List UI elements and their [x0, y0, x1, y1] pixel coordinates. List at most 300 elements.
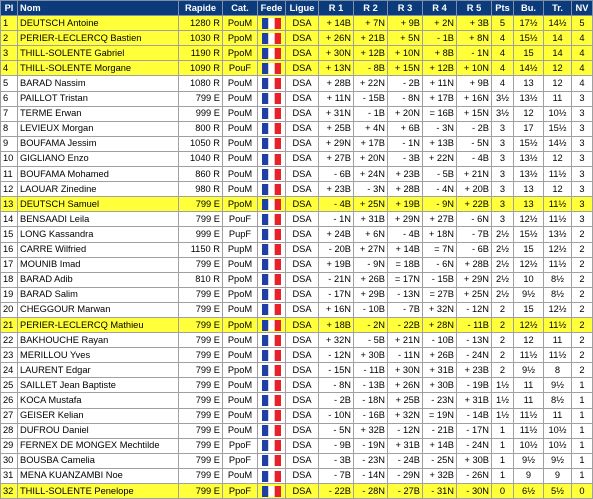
federation-cell	[258, 136, 286, 151]
truncated-buchholz-cell: 8½	[544, 393, 572, 408]
league-cell: DSA	[286, 182, 319, 197]
rating-cell: 799 E	[179, 302, 223, 317]
player-name-cell: SAILLET Jean Baptiste	[18, 378, 179, 393]
france-flag-icon	[262, 214, 281, 225]
player-name-cell: BOUSBA Camelia	[18, 453, 179, 468]
round-3-cell: + 21N	[388, 333, 423, 348]
round-4-cell: + 8B	[423, 46, 457, 61]
category-cell: PpoM	[223, 317, 258, 332]
rating-cell: 799 E	[179, 197, 223, 212]
federation-cell	[258, 61, 286, 76]
buchholz-cell: 17½	[514, 16, 544, 31]
france-flag-icon	[262, 63, 281, 74]
federation-cell	[258, 106, 286, 121]
header-r1: R 1	[319, 1, 354, 16]
rating-cell: 799 E	[179, 91, 223, 106]
round-1-cell: + 32N	[319, 333, 354, 348]
points-cell: 4	[492, 61, 514, 76]
points-cell: 2	[492, 317, 514, 332]
truncated-buchholz-cell: 14	[544, 31, 572, 46]
points-cell: 3	[492, 136, 514, 151]
category-cell: PouM	[223, 393, 258, 408]
points-cell: 1½	[492, 378, 514, 393]
round-3-cell: - 11N	[388, 348, 423, 363]
federation-cell	[258, 242, 286, 257]
truncated-buchholz-cell: 11	[544, 333, 572, 348]
buchholz-cell: 10	[514, 272, 544, 287]
round-2-cell: + 20N	[354, 151, 388, 166]
player-name-cell: MENA KUANZAMBI Noe	[18, 468, 179, 483]
round-5-cell: - 17N	[457, 423, 492, 438]
round-2-cell: + 30B	[354, 348, 388, 363]
nv-cell: 2	[572, 363, 593, 378]
points-cell: 1½	[492, 393, 514, 408]
header-ligue: Ligue	[286, 1, 319, 16]
round-2-cell: - 16B	[354, 408, 388, 423]
round-5-cell: - 6B	[457, 242, 492, 257]
round-4-cell: + 14B	[423, 438, 457, 453]
france-flag-icon	[262, 289, 281, 300]
table-row	[1, 378, 593, 393]
rank-cell: 32	[1, 484, 18, 499]
points-cell: 2½	[492, 242, 514, 257]
round-2-cell: + 4N	[354, 121, 388, 136]
round-4-cell: + 11N	[423, 76, 457, 91]
table-row	[1, 31, 593, 46]
nv-cell: 1	[572, 408, 593, 423]
table-row	[1, 363, 593, 378]
nv-cell: 1	[572, 438, 593, 453]
round-3-cell: + 19B	[388, 197, 423, 212]
category-cell: PouM	[223, 121, 258, 136]
player-name-cell: LAURENT Edgar	[18, 363, 179, 378]
category-cell: PpoM	[223, 31, 258, 46]
france-flag-icon	[262, 123, 281, 134]
truncated-buchholz-cell: 14½	[544, 136, 572, 151]
nv-cell: 1	[572, 468, 593, 483]
table-row	[1, 151, 593, 166]
round-2-cell: + 26B	[354, 272, 388, 287]
buchholz-cell: 9½	[514, 453, 544, 468]
rank-cell: 1	[1, 16, 18, 31]
round-1-cell: - 21N	[319, 272, 354, 287]
france-flag-icon	[262, 229, 281, 240]
player-name-cell: LAOUAR Zinedine	[18, 182, 179, 197]
france-flag-icon	[262, 471, 281, 482]
truncated-buchholz-cell: 11	[544, 91, 572, 106]
round-1-cell: + 18B	[319, 317, 354, 332]
nv-cell: 1	[572, 378, 593, 393]
round-2-cell: + 7N	[354, 16, 388, 31]
rank-cell: 6	[1, 91, 18, 106]
round-2-cell: + 12B	[354, 46, 388, 61]
table-row	[1, 257, 593, 272]
buchholz-cell: 13	[514, 197, 544, 212]
buchholz-cell: 13½	[514, 91, 544, 106]
player-name-cell: FERNEX DE MONGEX Mechtilde	[18, 438, 179, 453]
truncated-buchholz-cell: 11½	[544, 317, 572, 332]
league-cell: DSA	[286, 378, 319, 393]
points-cell: 3	[492, 151, 514, 166]
round-4-cell: + 30B	[423, 378, 457, 393]
rank-cell: 3	[1, 46, 18, 61]
buchholz-cell: 11½	[514, 348, 544, 363]
round-4-cell: - 9N	[423, 197, 457, 212]
buchholz-cell: 9½	[514, 287, 544, 302]
france-flag-icon	[262, 184, 281, 195]
round-2-cell: - 13B	[354, 378, 388, 393]
federation-cell	[258, 317, 286, 332]
round-3-cell: = 18B	[388, 257, 423, 272]
rank-cell: 31	[1, 468, 18, 483]
truncated-buchholz-cell: 11½	[544, 197, 572, 212]
header-r2: R 2	[354, 1, 388, 16]
rank-cell: 17	[1, 257, 18, 272]
league-cell: DSA	[286, 468, 319, 483]
header-pl: Pl	[1, 1, 18, 16]
round-2-cell: - 28N	[354, 484, 388, 499]
points-cell: 4	[492, 31, 514, 46]
header-rapide: Rapide	[179, 1, 223, 16]
france-flag-icon	[262, 138, 281, 149]
rating-cell: 800 R	[179, 121, 223, 136]
rank-cell: 13	[1, 197, 18, 212]
table-row	[1, 61, 593, 76]
truncated-buchholz-cell: 12	[544, 151, 572, 166]
buchholz-cell: 15	[514, 46, 544, 61]
league-cell: DSA	[286, 61, 319, 76]
round-1-cell: + 29N	[319, 136, 354, 151]
buchholz-cell: 13½	[514, 151, 544, 166]
round-4-cell: + 18N	[423, 227, 457, 242]
round-3-cell: + 29N	[388, 212, 423, 227]
round-1-cell: + 13N	[319, 61, 354, 76]
federation-cell	[258, 468, 286, 483]
truncated-buchholz-cell: 9½	[544, 378, 572, 393]
round-2-cell: - 11B	[354, 363, 388, 378]
round-3-cell: - 29N	[388, 468, 423, 483]
round-1-cell: + 14B	[319, 16, 354, 31]
nv-cell: 2	[572, 257, 593, 272]
category-cell: PouM	[223, 76, 258, 91]
rating-cell: 799 E	[179, 468, 223, 483]
player-name-cell: PERIER-LECLERCQ Bastien	[18, 31, 179, 46]
header-name: Nom	[18, 1, 179, 16]
federation-cell	[258, 302, 286, 317]
federation-cell	[258, 333, 286, 348]
category-cell: PouM	[223, 302, 258, 317]
nv-cell: 3	[572, 121, 593, 136]
rank-cell: 30	[1, 453, 18, 468]
rating-cell: 980 R	[179, 182, 223, 197]
round-2-cell: - 5B	[354, 333, 388, 348]
france-flag-icon	[262, 274, 281, 285]
round-5-cell: - 11B	[457, 317, 492, 332]
rank-cell: 10	[1, 151, 18, 166]
round-5-cell: + 31B	[457, 393, 492, 408]
round-5-cell: - 1N	[457, 46, 492, 61]
points-cell: 3	[492, 121, 514, 136]
player-name-cell: THILL-SOLENTE Penelope	[18, 484, 179, 499]
round-4-cell: = 19N	[423, 408, 457, 423]
player-name-cell: DEUTSCH Antoine	[18, 16, 179, 31]
federation-cell	[258, 363, 286, 378]
federation-cell	[258, 287, 286, 302]
player-name-cell: BARAD Adib	[18, 272, 179, 287]
round-4-cell: + 27B	[423, 212, 457, 227]
rank-cell: 7	[1, 106, 18, 121]
round-2-cell: + 22N	[354, 76, 388, 91]
truncated-buchholz-cell: 8½	[544, 272, 572, 287]
points-cell: 5	[492, 16, 514, 31]
table-row	[1, 302, 593, 317]
round-5-cell: + 15N	[457, 106, 492, 121]
round-3-cell: + 32N	[388, 408, 423, 423]
points-cell: 2½	[492, 272, 514, 287]
player-name-cell: LONG Kassandra	[18, 227, 179, 242]
round-2-cell: + 21B	[354, 31, 388, 46]
rating-cell: 799 E	[179, 484, 223, 499]
league-cell: DSA	[286, 317, 319, 332]
round-1-cell: - 9B	[319, 438, 354, 453]
rank-cell: 2	[1, 31, 18, 46]
round-3-cell: + 5N	[388, 31, 423, 46]
nv-cell: 2	[572, 348, 593, 363]
buchholz-cell: 9½	[514, 363, 544, 378]
round-3-cell: + 9B	[388, 16, 423, 31]
round-3-cell: - 13N	[388, 287, 423, 302]
round-3-cell: + 25B	[388, 393, 423, 408]
category-cell: PouM	[223, 378, 258, 393]
truncated-buchholz-cell: 11½	[544, 257, 572, 272]
round-4-cell: = 7N	[423, 242, 457, 257]
league-cell: DSA	[286, 242, 319, 257]
nv-cell: 5	[572, 16, 593, 31]
category-cell: PpoM	[223, 46, 258, 61]
rank-cell: 23	[1, 348, 18, 363]
rank-cell: 16	[1, 242, 18, 257]
round-1-cell: - 1N	[319, 212, 354, 227]
federation-cell	[258, 378, 286, 393]
points-cell: 2	[492, 302, 514, 317]
federation-cell	[258, 408, 286, 423]
federation-cell	[258, 31, 286, 46]
round-4-cell: - 10B	[423, 333, 457, 348]
rating-cell: 799 E	[179, 423, 223, 438]
round-2-cell: + 29B	[354, 287, 388, 302]
table-row	[1, 182, 593, 197]
buchholz-cell: 15	[514, 302, 544, 317]
truncated-buchholz-cell: 12	[544, 182, 572, 197]
round-2-cell: - 15B	[354, 91, 388, 106]
nv-cell: 2	[572, 287, 593, 302]
federation-cell	[258, 438, 286, 453]
rank-cell: 11	[1, 167, 18, 182]
points-cell: 1½	[492, 408, 514, 423]
round-1-cell: - 6B	[319, 167, 354, 182]
table-row	[1, 484, 593, 499]
round-3-cell: - 7B	[388, 302, 423, 317]
round-4-cell: - 5B	[423, 167, 457, 182]
truncated-buchholz-cell: 11½	[544, 348, 572, 363]
nv-cell: 2	[572, 227, 593, 242]
round-2-cell: + 25N	[354, 197, 388, 212]
round-5-cell: + 3B	[457, 16, 492, 31]
round-2-cell: + 32B	[354, 423, 388, 438]
player-name-cell: THILL-SOLENTE Morgane	[18, 61, 179, 76]
round-1-cell: + 19B	[319, 257, 354, 272]
france-flag-icon	[262, 18, 281, 29]
category-cell: PpoF	[223, 438, 258, 453]
rank-cell: 4	[1, 61, 18, 76]
federation-cell	[258, 212, 286, 227]
round-4-cell: - 23N	[423, 393, 457, 408]
table-row	[1, 468, 593, 483]
league-cell: DSA	[286, 227, 319, 242]
buchholz-cell: 13	[514, 76, 544, 91]
round-3-cell: + 28B	[388, 182, 423, 197]
nv-cell: 1	[572, 423, 593, 438]
truncated-buchholz-cell: 10½	[544, 106, 572, 121]
round-1-cell: - 17N	[319, 287, 354, 302]
league-cell: DSA	[286, 167, 319, 182]
rank-cell: 26	[1, 393, 18, 408]
round-5-cell: - 7B	[457, 227, 492, 242]
round-4-cell: + 22N	[423, 151, 457, 166]
points-cell: 2	[492, 348, 514, 363]
truncated-buchholz-cell: 12½	[544, 302, 572, 317]
round-1-cell: - 12N	[319, 348, 354, 363]
round-4-cell: = 16B	[423, 106, 457, 121]
round-3-cell: + 23B	[388, 167, 423, 182]
player-name-cell: GIGLIANO Enzo	[18, 151, 179, 166]
round-3-cell: - 4B	[388, 227, 423, 242]
category-cell: PouM	[223, 91, 258, 106]
league-cell: DSA	[286, 453, 319, 468]
nv-cell: 4	[572, 46, 593, 61]
round-2-cell: + 24N	[354, 167, 388, 182]
round-1-cell: - 5N	[319, 423, 354, 438]
truncated-buchholz-cell: 11½	[544, 212, 572, 227]
player-name-cell: CARRE Wilfried	[18, 242, 179, 257]
league-cell: DSA	[286, 46, 319, 61]
header-row	[1, 1, 593, 16]
nv-cell: 3	[572, 136, 593, 151]
buchholz-cell: 12½	[514, 212, 544, 227]
category-cell: PupF	[223, 227, 258, 242]
federation-cell	[258, 393, 286, 408]
round-5-cell: + 16N	[457, 91, 492, 106]
rank-cell: 12	[1, 182, 18, 197]
table-row	[1, 227, 593, 242]
header-r4: R 4	[423, 1, 457, 16]
header-pts: Pts	[492, 1, 514, 16]
truncated-buchholz-cell: 12	[544, 76, 572, 91]
header-tr: Tr.	[544, 1, 572, 16]
player-name-cell: BARAD Nassim	[18, 76, 179, 91]
federation-cell	[258, 197, 286, 212]
round-3-cell: - 8N	[388, 91, 423, 106]
france-flag-icon	[262, 335, 281, 346]
round-3-cell: + 30N	[388, 363, 423, 378]
buchholz-cell: 11	[514, 393, 544, 408]
player-name-cell: MOUNIB Imad	[18, 257, 179, 272]
nv-cell: 3	[572, 91, 593, 106]
nv-cell: 3	[572, 212, 593, 227]
federation-cell	[258, 167, 286, 182]
federation-cell	[258, 46, 286, 61]
truncated-buchholz-cell: 13½	[544, 227, 572, 242]
player-name-cell: GEISER Kelian	[18, 408, 179, 423]
category-cell: PouM	[223, 468, 258, 483]
federation-cell	[258, 121, 286, 136]
category-cell: PpoM	[223, 272, 258, 287]
federation-cell	[258, 484, 286, 499]
points-cell: 3½	[492, 91, 514, 106]
france-flag-icon	[262, 78, 281, 89]
player-name-cell: BARAD Salim	[18, 287, 179, 302]
round-5-cell: - 19B	[457, 378, 492, 393]
buchholz-cell: 15½	[514, 227, 544, 242]
player-name-cell: DUFROU Daniel	[18, 423, 179, 438]
league-cell: DSA	[286, 363, 319, 378]
rating-cell: 860 R	[179, 167, 223, 182]
round-3-cell: + 20N	[388, 106, 423, 121]
truncated-buchholz-cell: 11	[544, 408, 572, 423]
round-5-cell: - 2B	[457, 121, 492, 136]
round-1-cell: + 25B	[319, 121, 354, 136]
league-cell: DSA	[286, 484, 319, 499]
buchholz-cell: 9	[514, 468, 544, 483]
buchholz-cell: 13½	[514, 167, 544, 182]
round-1-cell: - 20B	[319, 242, 354, 257]
federation-cell	[258, 91, 286, 106]
round-4-cell: - 6N	[423, 257, 457, 272]
points-cell: 3	[492, 182, 514, 197]
round-2-cell: - 8B	[354, 61, 388, 76]
points-cell: 4	[492, 76, 514, 91]
round-2-cell: + 27N	[354, 242, 388, 257]
round-4-cell: + 17B	[423, 91, 457, 106]
buchholz-cell: 11	[514, 378, 544, 393]
round-4-cell: - 15B	[423, 272, 457, 287]
category-cell: PpoF	[223, 453, 258, 468]
round-3-cell: + 10N	[388, 46, 423, 61]
league-cell: DSA	[286, 272, 319, 287]
table-row	[1, 317, 593, 332]
round-5-cell: + 22B	[457, 197, 492, 212]
round-3-cell: + 14B	[388, 242, 423, 257]
truncated-buchholz-cell: 8½	[544, 287, 572, 302]
truncated-buchholz-cell: 12½	[544, 242, 572, 257]
round-5-cell: + 20B	[457, 182, 492, 197]
points-cell: 3	[492, 212, 514, 227]
table-row	[1, 91, 593, 106]
nv-cell: 3	[572, 151, 593, 166]
league-cell: DSA	[286, 106, 319, 121]
league-cell: DSA	[286, 212, 319, 227]
federation-cell	[258, 423, 286, 438]
france-flag-icon	[262, 108, 281, 119]
round-1-cell: + 28B	[319, 76, 354, 91]
buchholz-cell: 15	[514, 242, 544, 257]
header-bu: Bu.	[514, 1, 544, 16]
table-row	[1, 242, 593, 257]
table-row	[1, 393, 593, 408]
rank-cell: 14	[1, 212, 18, 227]
round-5-cell: + 23B	[457, 363, 492, 378]
round-5-cell: - 4B	[457, 151, 492, 166]
